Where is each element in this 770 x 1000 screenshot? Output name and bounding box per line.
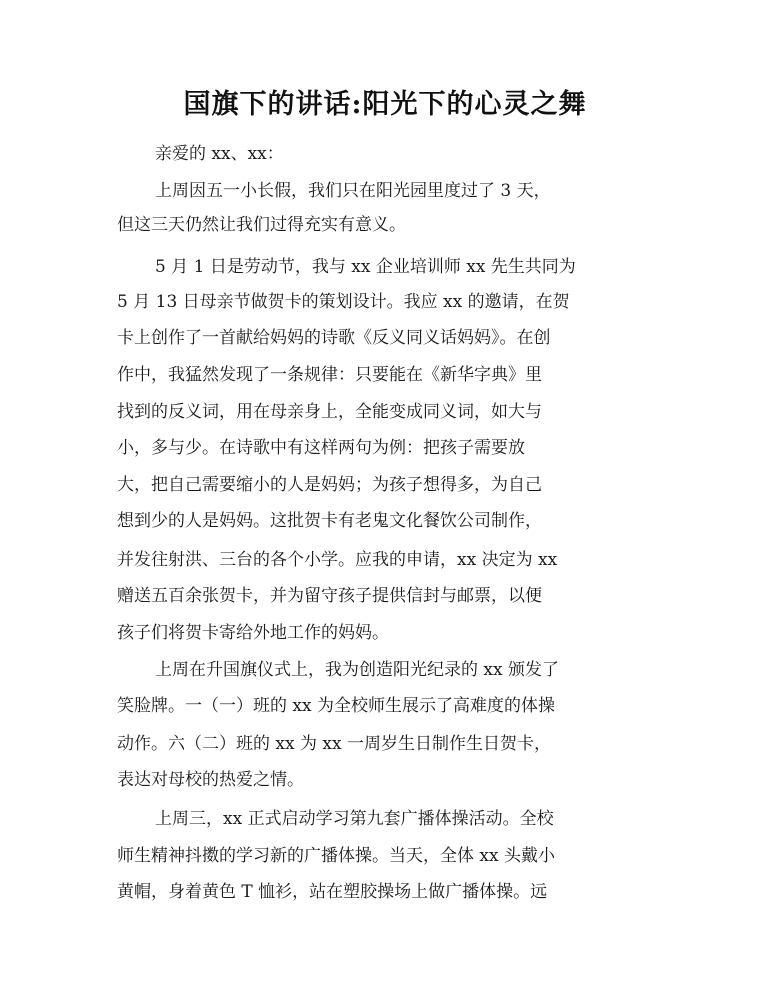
text-line: 表达对母校的热爱之情。 bbox=[117, 770, 304, 790]
text-line: 作中，我猛然发现了一条规律：只要能在《新华字典》里 bbox=[117, 365, 542, 385]
text-line: 黄帽，身着黄色 T 恤衫，站在塑胶操场上做广播体操。远 bbox=[117, 882, 548, 902]
text-line: 笑脸牌。一（一）班的 xx 为全校师生展示了高难度的体操 bbox=[117, 696, 555, 716]
text-line: 动作。六（二）班的 xx 为 xx 一周岁生日制作生日贺卡， bbox=[117, 734, 551, 754]
text-line: 上周在升国旗仪式上，我为创造阳光纪录的 xx 颁发了 bbox=[155, 660, 559, 680]
text-line: 师生精神抖擞的学习新的广播体操。当天，全体 xx 头戴小 bbox=[117, 846, 555, 866]
text-line: 找到的反义词，用在母亲身上，全能变成同义词，如大与 bbox=[117, 402, 542, 422]
text-line: 亲爱的 xx、xx： bbox=[155, 144, 284, 164]
text-line: 上周因五一小长假，我们只在阳光园里度过了 3 天， bbox=[155, 181, 551, 201]
text-line: 但这三天仍然让我们过得充实有意义。 bbox=[117, 215, 406, 235]
text-line: 上周三，xx 正式启动学习第九套广播体操活动。全校 bbox=[155, 809, 554, 829]
text-line: 5 月 13 日母亲节做贺卡的策划设计。我应 xx 的邀请，在贺 bbox=[117, 292, 570, 312]
text-line: 孩子们将贺卡寄给外地工作的妈妈。 bbox=[117, 623, 389, 643]
text-line: 并发往射洪、三台的各个小学。应我的申请，xx 决定为 xx bbox=[117, 550, 558, 570]
document-title: 国旗下的讲话:阳光下的心灵之舞 bbox=[183, 89, 587, 120]
text-line: 小，多与少。在诗歌中有这样两句为例：把孩子需要放 bbox=[117, 438, 525, 458]
text-line: 想到少的人是妈妈。这批贺卡有老鬼文化餐饮公司制作， bbox=[117, 511, 542, 531]
text-line: 大，把自己需要缩小的人是妈妈；为孩子想得多，为自己 bbox=[117, 475, 542, 495]
text-line: 赠送五百余张贺卡，并为留守孩子提供信封与邮票，以便 bbox=[117, 586, 542, 606]
text-line: 5 月 1 日是劳动节，我与 xx 企业培训师 xx 先生共同为 bbox=[155, 257, 576, 277]
text-line: 卡上创作了一首献给妈妈的诗歌《反义同义话妈妈》。在创 bbox=[117, 328, 551, 348]
